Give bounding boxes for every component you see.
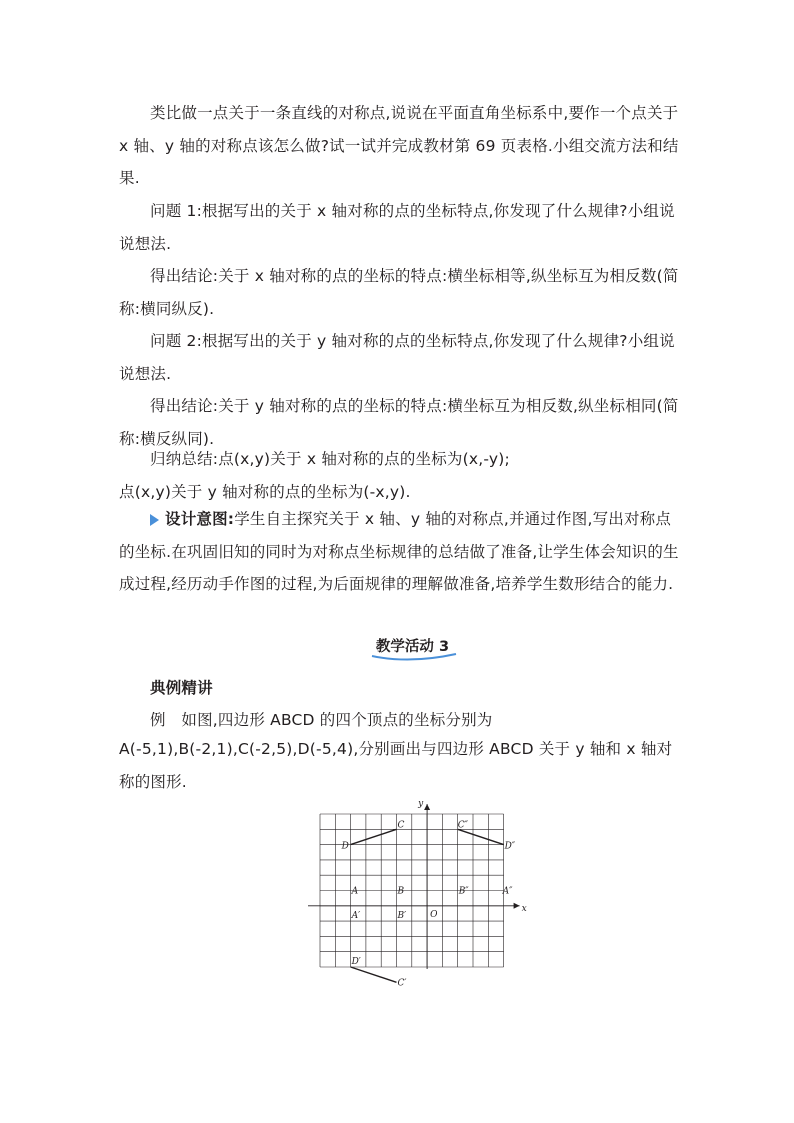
point-a-double-prime-label: A″ [502,886,513,897]
point-c-double-prime-label: C″ [457,820,468,831]
triangle-bullet-icon [150,514,159,526]
point-c-prime-label: C′ [397,978,407,989]
point-a-prime-label: A′ [351,911,361,922]
edge-d1c1 [351,967,397,982]
design-intent-text: 学生自主探究关于 x 轴、y 轴的对称点,并通过作图,写出对称点的坐标.在巩固旧知的同时为对称点坐标规律的总结做了准备,让学生体会知识的生成过程,经历动手作图的过程,为后面规律的理解做准备,培养学生数形结合的能力. [119,510,679,593]
point-a-label: A [351,886,359,897]
paragraph-analogy: 类比做一点关于一条直线的对称点,说说在平面直角坐标系中,要作一个点关于 x 轴、y 轴的对称点该怎么做?试一试并完成教材第 69 页表格.小组交流方法和结果. [119,104,679,187]
point-d-double-prime-label: D″ [504,841,516,852]
point-b-prime-label: B′ [397,911,407,922]
swoosh-underline-icon [370,651,460,663]
x-axis-arrow-icon [514,903,520,909]
point-b-double-prime-label: B″ [458,886,469,897]
coordinate-figure [300,799,530,989]
summary-line-y: 点(x,y)关于 y 轴对称的点的坐标为(-x,y). [119,483,411,501]
example-line-2: A(-5,1),B(-2,1),C(-2,5),D(-5,4),分别画出与四边形 ABCD 关于 y 轴和 x 轴对称的图形. [119,740,673,791]
edge-c2d2 [458,829,504,844]
example-line-1: 例 如图,四边形 ABCD 的四个顶点的坐标分别为 [150,711,493,729]
paragraph-conclusion-y: 得出结论:关于 y 轴对称的点的坐标的特点:横坐标互为相反数,纵坐标相同(简称:横反纵同). [119,397,679,448]
summary-line-x: 归纳总结:点(x,y)关于 x 轴对称的点的坐标为(x,-y); [150,450,510,468]
point-b-label: B [397,886,405,897]
activity-heading [370,633,455,659]
paragraph-conclusion-x: 得出结论:关于 x 轴对称的点的坐标的特点:横坐标相等,纵坐标互为相反数(简称:横同纵反). [119,267,679,318]
point-d-prime-label: D′ [351,957,361,967]
coordinate-grid-svg [300,799,530,989]
y-axis-arrow-icon [424,804,430,810]
x-axis-label: x [521,903,527,914]
design-intent-label: 设计意图: [165,510,235,528]
design-intent [119,503,679,601]
section-title: 典例精讲 [150,679,213,697]
activity-title: 教学活动 3 [375,639,450,655]
origin-label: O [430,909,438,920]
paragraph-question-1: 问题 1:根据写出的关于 x 轴对称的点的坐标特点,你发现了什么规律?小组说说想法. [119,202,675,253]
edge-dc [351,829,397,844]
y-axis-label: y [418,799,424,809]
point-c-label: C [397,820,405,831]
point-d-label: D [341,841,349,852]
paragraph-question-2: 问题 2:根据写出的关于 y 轴对称的点的坐标特点,你发现了什么规律?小组说说想法. [119,332,675,383]
